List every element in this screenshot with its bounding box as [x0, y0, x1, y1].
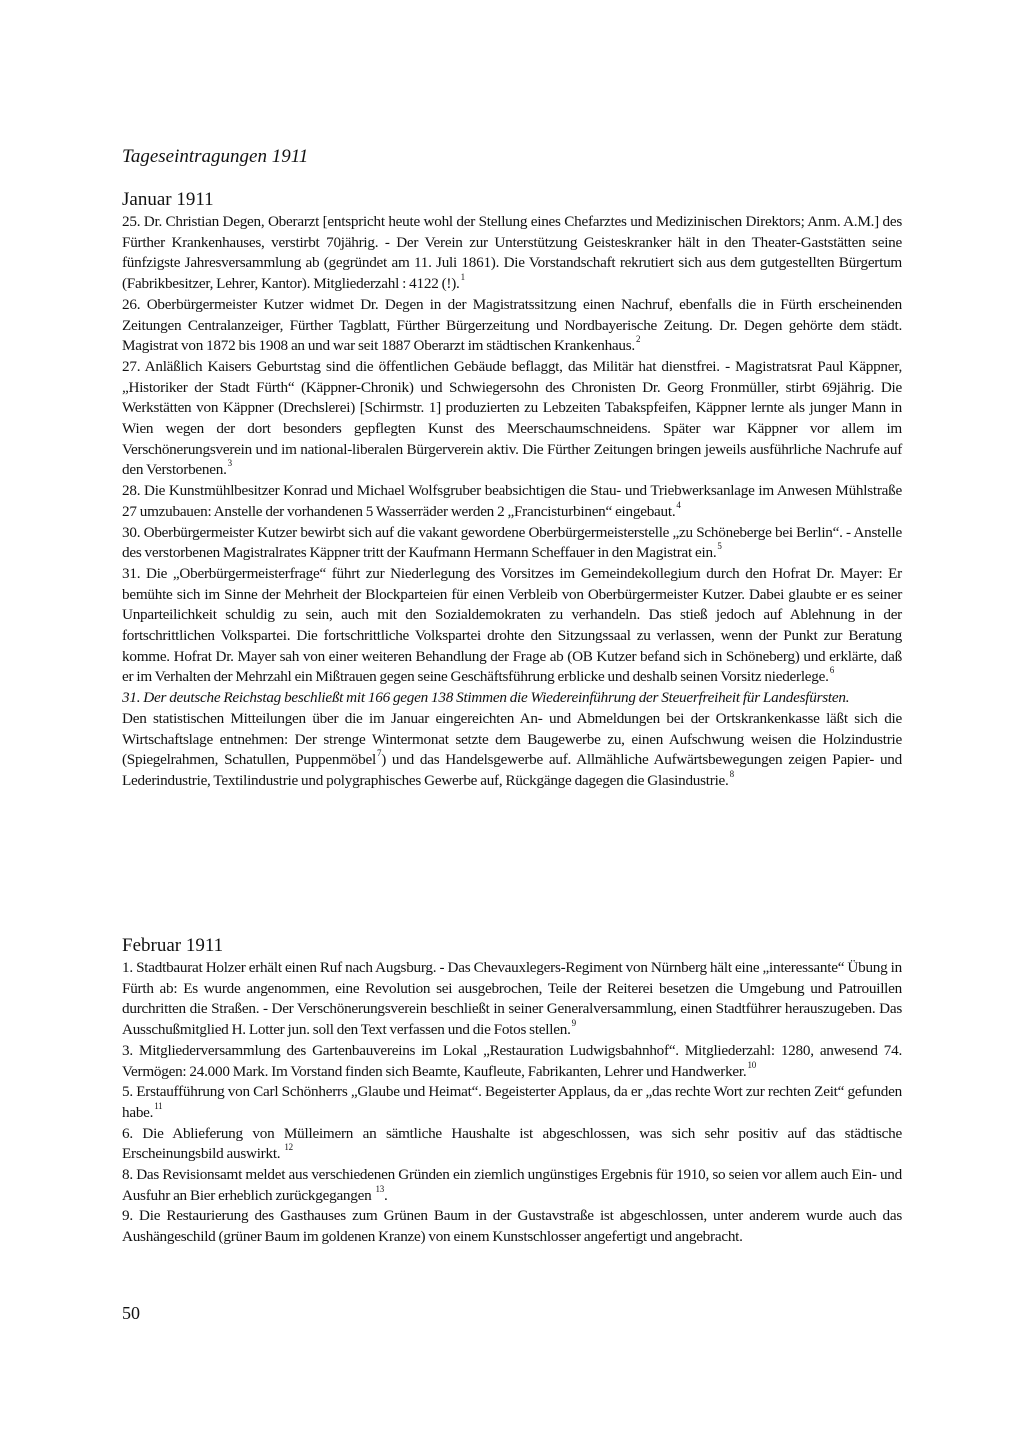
footnote-ref: 11	[154, 1100, 163, 1111]
entry-paragraph	[122, 295, 902, 357]
entry-paragraph	[122, 564, 902, 688]
entry-text: 1. Stadtbaurat Holzer erhält einen Ruf nach Augsburg. - Das Chevauxlegers-Regiment von Nürnberg hält eine „interessante“ Übung in Fürth ab: Es wurde angenommen, eine Revolution sei ausgebrochen, Teile der Reiterei besetzen die Umgebung und Patrouillen durchritten die Straßen. - Der Verschönerungsverein beschließt in seiner Generalversammlung, einen Stadtführer herauszugeben. Das Ausschußmitglied H. Lotter jun. soll den Text verfassen und die Fotos stellen.	[122, 959, 902, 1039]
section-februar	[122, 934, 902, 1248]
footnote-ref: 5	[717, 541, 722, 552]
month-heading: Februar 1911	[122, 935, 224, 956]
document-title: Tageseintragungen 1911	[122, 146, 309, 167]
entry-paragraph	[122, 1041, 902, 1082]
footnote-ref: 9	[571, 1018, 576, 1029]
entry-paragraph	[122, 523, 902, 564]
entry-text: 3. Mitgliederversammlung des Gartenbauvereins im Lokal „Restauration Ludwigsbahnhof“. Mitgliederzahl: 1280, anwesend 74. Vermögen: 24.000 Mark. Im Vorstand finden sich Beamte, Kaufleute, Fabrikanten, Lehrer und Handwerker.	[122, 1041, 902, 1080]
entry-text: 5. Erstaufführung von Carl Schönherrs „Glaube und Heimat“. Begeisterter Applaus, da er „das rechte Wort zur rechten Zeit“ gefunden habe.	[122, 1083, 902, 1121]
entry-text: 9. Die Restaurierung des Gasthauses zum Grünen Baum in der Gustavstraße ist abgeschlossen, unter anderem wurde auch das Aushängeschild (grüner Baum im goldenen Kranze) von einem Kunstschlosser angefertigt und angebracht.	[122, 1207, 902, 1246]
footnote-ref: 13	[375, 1183, 385, 1194]
footnote-ref: 1	[460, 272, 465, 283]
footnote-ref: 2	[635, 334, 641, 345]
entry-paragraph	[122, 688, 902, 709]
entry-text: ) und das Handelsgewerbe auf. Allmähliche Aufwärtsbewegungen zeigen Papier- und Lederindustrie, Textilindustrie und polygraphisches Gewerbe auf, Rückgänge dagegen die Glasindustrie.	[122, 751, 902, 789]
entry-paragraph	[122, 1124, 902, 1165]
entry-text: .	[384, 1186, 388, 1204]
entry-text: 6. Die Ablieferung von Mülleimern an sämtliche Haushalte ist abgeschlossen, was sich sehr positiv auf das städtische Erscheinungsbild auswirkt.	[122, 1124, 902, 1163]
entry-text: Den statistischen Mitteilungen über die im Januar eingereichten An- und Abmeldungen bei der Ortskrankenkasse läßt sich die Wirtschaftslage entnehmen: Der strenge Wintermonat setzte dem Baugewerbe zu, einen Aufschwung weisen die Holzindustrie (Spiegelrahmen, Schatullen, Puppenmöbel	[122, 709, 902, 769]
entry-paragraph	[122, 212, 902, 295]
entry-paragraph	[122, 357, 902, 481]
entry-paragraph	[122, 1082, 902, 1123]
entry-text: 26. Oberbürgermeister Kutzer widmet Dr. Degen in der Magistratssitzung einen Nachruf, ebenfalls die in Fürth erscheinenden Zeitungen Centralanzeiger, Fürther Tagblatt, Fürther Bürgerzeitung und Nordbayerische Zeitung. Dr. Degen gehörte dem städt. Magistrat von 1872 bis 1908 an und war seit 1887 Oberarzt im städtischen Krankenhaus.	[122, 295, 902, 355]
entry-text: 28. Die Kunstmühlbesitzer Konrad und Michael Wolfsgruber beabsichtigen die Stau- und Triebwerksanlage im Anwesen Mühlstraße 27 umzubauen: Anstelle der vorhandenen 5 Wasserräder werden 2 „Francisturbinen“ eingebaut.	[122, 482, 902, 520]
footnote-ref: 10	[747, 1059, 756, 1070]
footnote-ref: 4	[676, 499, 681, 510]
footnote-ref: 12	[284, 1142, 293, 1153]
entry-paragraph	[122, 958, 902, 1041]
entry-text: 30. Oberbürgermeister Kutzer bewirbt sich auf die vakant gewordene Oberbürgermeisterstelle „zu Schöneberge bei Berlin“. - Anstelle des verstorbenen Magistralrates Käppner tritt der Kaufmann Hermann Scheffauer in den Magistrat ein.	[122, 523, 902, 562]
page-number: 50	[122, 1303, 140, 1323]
entry-list	[122, 212, 902, 792]
entry-list	[122, 958, 902, 1248]
footnote-ref: 8	[729, 768, 734, 779]
entry-paragraph	[122, 1206, 902, 1247]
entry-paragraph	[122, 481, 902, 522]
section-januar	[122, 188, 902, 792]
footnote-ref: 6	[829, 665, 834, 676]
entry-text: 31. Der deutsche Reichstag beschließt mit 166 gegen 138 Stimmen die Wiedereinführung der Steuerfreiheit für Landesfürsten.	[122, 689, 850, 707]
footnote-ref: 3	[227, 458, 232, 469]
footnote-ref: 7	[376, 748, 382, 759]
entry-paragraph	[122, 709, 902, 792]
entry-text: 31. Die „Oberbürgermeisterfrage“ führt zur Niederlegung des Vorsitzes im Gemeindekollegium durch den Hofrat Dr. Mayer: Er bemühte sich im Sinne der Mehrheit der Blockparteien für einen Verbleib von Oberbürgermeister Kutzer. Dabei glaubte er es seiner Unparteilichkeit schuldig zu sein, auch mit den Sozialdemokraten zu verhandeln. Das stieß jedoch auf Ablehnung in der fortschrittlichen Volkspartei. Die fortschrittliche Volkspartei drohte den Sitzungssaal zu verlassen, wenn der Punkt zur Beratung komme. Hofrat Dr. Mayer sah von einer weiteren Behandlung der Frage ab (OB Kutzer befand sich in Schöneberg) und erklärte, daß er im Verhalten der Mehrzahl ein Mißtrauen gegen seine Geschäftsführung erblicke und deshalb seinen Vorsitz niederlege.	[122, 564, 902, 686]
entry-text: 25. Dr. Christian Degen, Oberarzt [entspricht heute wohl der Stellung eines Chefarztes und Medizinischen Direktors; Anm. A.M.] des Fürther Krankenhauses, verstirbt 70jährig. - Der Verein zur Unterstützung Geisteskranker hält in den Theater-Gaststätten seine fünfzigste Jahresversammlung ab (gegründet am 11. Juli 1861). Die Vorstandschaft rekrutiert sich aus dem gutgestellten Bürgertum (Fabrikbesitzer, Lehrer, Kantor). Mitgliederzahl : 4122 (!).	[122, 213, 902, 293]
entry-text: 8. Das Revisionsamt meldet aus verschiedenen Gründen ein ziemlich ungünstiges Ergebnis für 1910, so seien vor allem auch Ein- und Ausfuhr an Bier erheblich zurückgegangen	[122, 1166, 902, 1204]
entry-text: 27. Anläßlich Kaisers Geburtstag sind die öffentlichen Gebäude beflaggt, das Militär hat dienstfrei. - Magistratsrat Paul Käppner, „Historiker der Stadt Fürth“ (Käppner-Chronik) und Schwiegersohn des Chronisten Dr. Georg Fronmüller, stirbt 69jährig. Die Werkstätten von Käppner (Drechslerei) [Schirmstr. 1] produzierten zu Lebzeiten Tabakspfeifen, Käppner lernte als junger Mann in Wien wegen der dort besonders gepflegten Kunst des Meerschaumschneidens. Später war Käppner vor allem im Verschönerungsverein und im national-liberalen Bürgerverein aktiv. Die Fürther Zeitungen bringen jeweils ausführliche Nachrufe auf den Verstorbenen.	[122, 357, 902, 479]
entry-paragraph	[122, 1165, 902, 1206]
month-heading: Januar 1911	[122, 189, 214, 210]
